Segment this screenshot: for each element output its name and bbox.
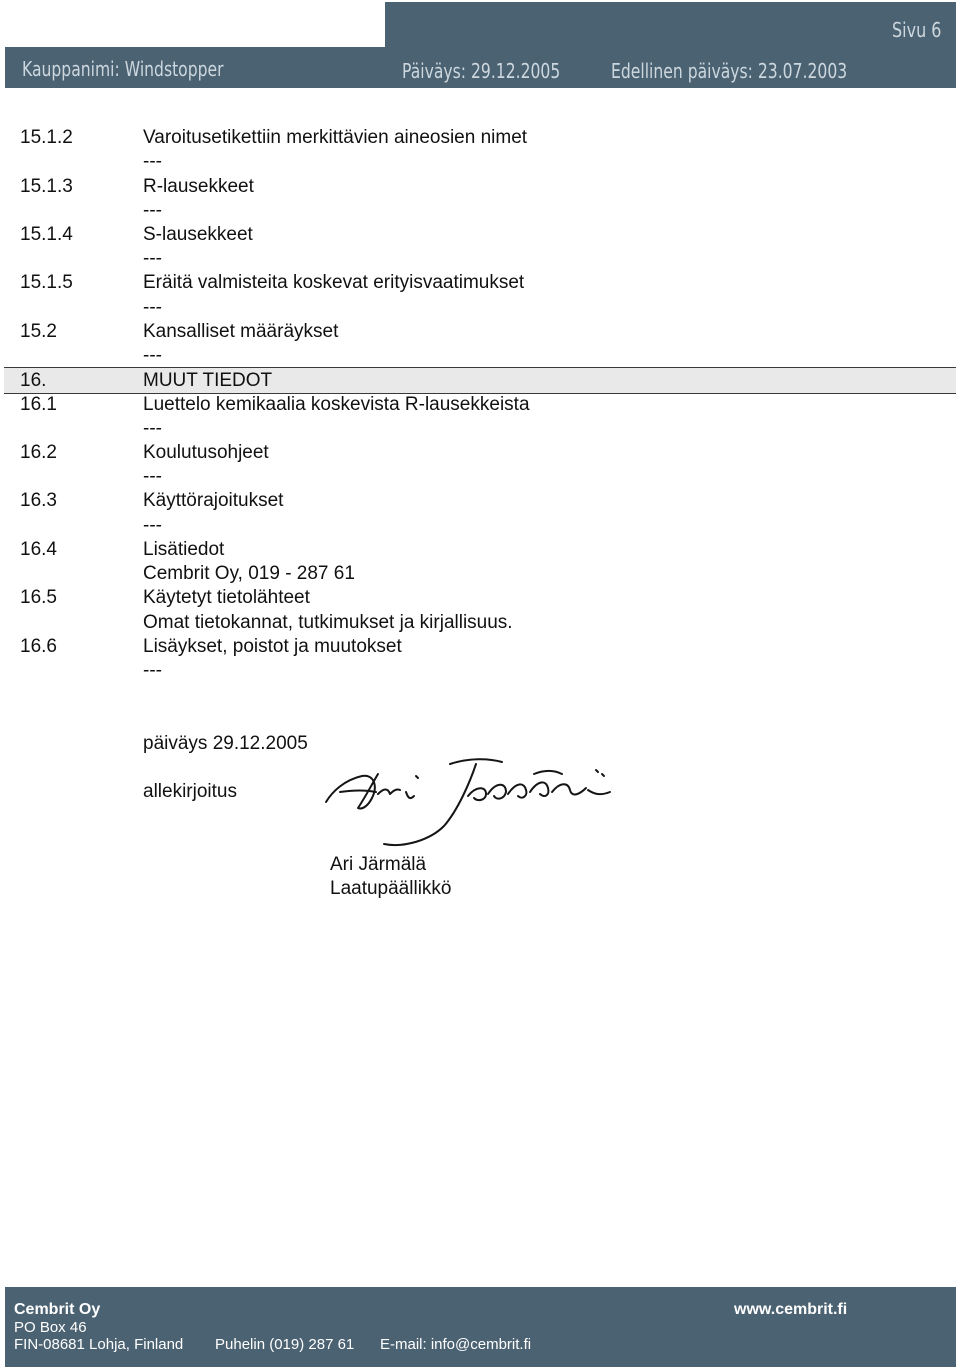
row-text: ---: [143, 418, 162, 439]
row-16-6: [0, 635, 960, 659]
row-number: 15.1.5: [20, 272, 73, 293]
section-heading-16: [4, 367, 956, 394]
row-text: Käytetyt tietolähteet: [143, 587, 310, 608]
row-text: ---: [143, 297, 162, 318]
row-16-3: [0, 489, 960, 513]
row-number: 16.5: [20, 587, 57, 608]
row-placeholder: [0, 247, 960, 271]
row-placeholder: [0, 199, 960, 223]
handwritten-signature: [318, 752, 628, 850]
page-number: Sivu 6: [892, 18, 942, 42]
row-15-1-3: [0, 175, 960, 199]
row-text: Omat tietokannat, tutkimukset ja kirjallisuus.: [143, 612, 513, 633]
row-text: Lisätiedot: [143, 539, 225, 560]
footer-website[interactable]: www.cembrit.fi: [734, 1301, 848, 1318]
signature-label: allekirjoitus: [143, 781, 237, 802]
signature-date: päiväys 29.12.2005: [143, 733, 308, 754]
row-text: Varoitusetikettiin merkittävien aineosien nimet: [143, 127, 528, 148]
row-number: 16.6: [20, 636, 57, 657]
section-title: MUUT TIEDOT: [143, 370, 273, 391]
section-number: 16.: [20, 370, 47, 391]
row-detail: [0, 611, 960, 635]
footer-address: FIN-08681 Lohja, Finland: [14, 1336, 184, 1353]
row-text: Cembrit Oy, 019 - 287 61: [143, 563, 355, 584]
footer-email[interactable]: E-mail: info@cembrit.fi: [380, 1336, 532, 1353]
row-16-1: [0, 393, 960, 417]
row-number: 16.3: [20, 490, 57, 511]
row-15-1-2: [0, 126, 960, 150]
row-text: S-lausekkeet: [143, 224, 253, 245]
row-text: Lisäykset, poistot ja muutokset: [143, 636, 402, 657]
row-number: 16.2: [20, 442, 57, 463]
company-name: Kauppanimi: Windstopper: [22, 57, 224, 81]
row-number: 15.1.4: [20, 224, 73, 245]
row-16-4: [0, 538, 960, 562]
row-number: 16.4: [20, 539, 57, 560]
row-number: 16.1: [20, 394, 57, 415]
row-text: R-lausekkeet: [143, 176, 254, 197]
footer-po-box: PO Box 46: [14, 1319, 87, 1336]
previous-date: Edellinen päiväys: 23.07.2003: [611, 59, 848, 83]
row-15-1-4: [0, 223, 960, 247]
footer-company: Cembrit Oy: [14, 1301, 101, 1318]
row-15-2: [0, 320, 960, 344]
row-placeholder: [0, 514, 960, 538]
row-text: Luettelo kemikaalia koskevista R-lausekkeista: [143, 394, 530, 415]
row-15-1-5: [0, 271, 960, 295]
row-placeholder: [0, 344, 960, 368]
row-placeholder: [0, 296, 960, 320]
row-text: ---: [143, 151, 162, 172]
row-text: Käyttörajoitukset: [143, 490, 284, 511]
row-text: ---: [143, 248, 162, 269]
row-16-2: [0, 441, 960, 465]
row-text: ---: [143, 515, 162, 536]
row-placeholder: [0, 465, 960, 489]
row-detail: [0, 562, 960, 586]
row-placeholder: [0, 150, 960, 174]
row-16-5: [0, 586, 960, 610]
signatory-title: Laatupäällikkö: [330, 878, 452, 899]
row-text: Koulutusohjeet: [143, 442, 269, 463]
row-text: Kansalliset määräykset: [143, 321, 339, 342]
row-text: Eräitä valmisteita koskevat erityisvaatimukset: [143, 272, 525, 293]
row-number: 15.2: [20, 321, 57, 342]
row-text: ---: [143, 660, 162, 681]
row-text: ---: [143, 200, 162, 221]
row-number: 15.1.3: [20, 176, 73, 197]
row-text: ---: [143, 466, 162, 487]
row-text: ---: [143, 345, 162, 366]
current-date: Päiväys: 29.12.2005: [402, 59, 561, 83]
signatory-name: Ari Järmälä: [330, 854, 427, 875]
row-placeholder: [0, 659, 960, 683]
footer-band: [5, 1287, 956, 1367]
row-placeholder: [0, 417, 960, 441]
footer-phone: Puhelin (019) 287 61: [215, 1336, 355, 1353]
row-number: 15.1.2: [20, 127, 73, 148]
